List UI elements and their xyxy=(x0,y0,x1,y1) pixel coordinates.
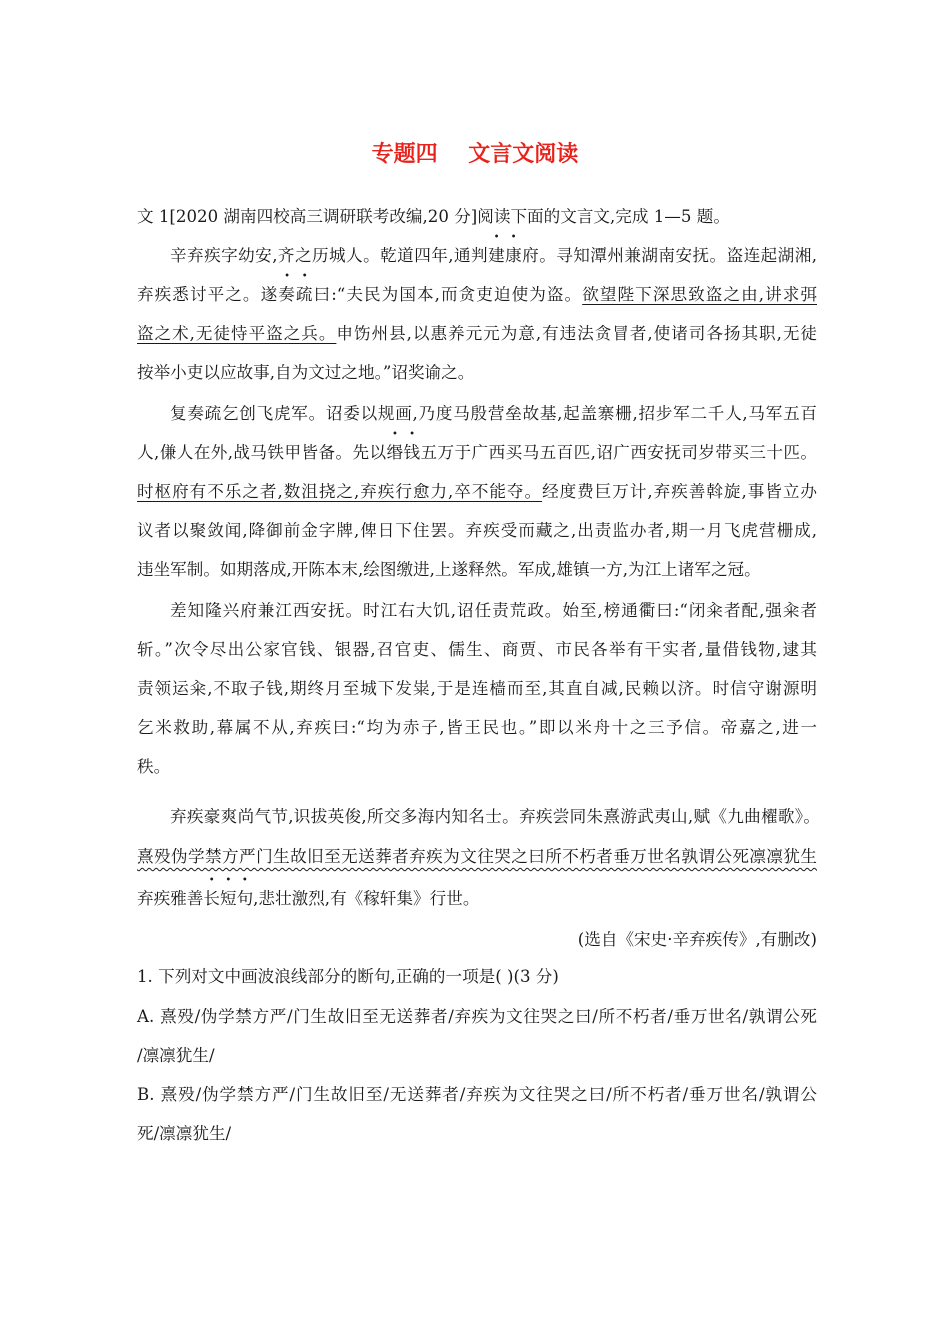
emphasis-dot-char: 康 xyxy=(505,246,523,265)
emphasis-dot-char: 短 xyxy=(219,889,237,908)
p4-line-1: 弃疾豪爽尚气节,识拔英俊,所交多海内知名士。弃疾尝同朱熹游武夷山,赋《九曲櫂歌》。 xyxy=(170,807,820,826)
p3-line-4: 乞米救助,幕属不从,弃疾曰:“均为赤子,皆王民也。”即以米舟十之三予信。帝嘉之,进一 xyxy=(137,718,817,737)
option-b-line-2: 死/凛凛犹生/ xyxy=(137,1124,232,1143)
underlined-sentence: 时枢府有不乐之者,数沮挠之,弃疾行愈力,卒不能夺。 xyxy=(137,482,543,501)
p1-line-4: 按举小吏以应故事,自为文过之地。”诏奖谕之。 xyxy=(137,363,475,382)
p1-line-3: 盗之术,无徒恃平盗之兵。申饬州县,以惠养元元为意,有违法贪冒者,使诸司各扬其职,无徒 xyxy=(137,324,817,343)
emphasis-dot-char: 长 xyxy=(203,889,220,908)
emphasis-dot-char: 缗 xyxy=(386,443,404,462)
option-a-line-1: A. 熹殁/伪学禁方严/门生故旧至无送葬者/弃疾为文往哭之曰/所不朽者/垂万世名/孰谓公死 xyxy=(137,1007,817,1026)
p2-line-2: 人,傔人在外,战马铁甲皆备。先以缗钱五万于广西买马五百匹,诏广西安抚司岁带买三十匹。 xyxy=(137,443,817,462)
wavy-underlined-passage: 熹殁伪学禁方严门生故旧至无送葬者弃疾为文往哭之曰所不朽者垂万世名孰谓公死凛凛犹生 xyxy=(137,847,817,866)
p1-line-1: 辛弃疾字幼安,齐之历城人。乾道四年,通判建康府。寻知潭州兼湖南安抚。盗连起湖湘, xyxy=(170,246,818,265)
emphasis-dot-char: 奏 xyxy=(278,285,296,304)
intro-line: 文 1[2020 湖南四校高三调研联考改编,20 分]阅读下面的文言文,完成 1—5 题。 xyxy=(137,207,730,226)
option-a-line-2: /凛凛犹生/ xyxy=(137,1046,215,1065)
p3-line-3: 责领运籴,不取子钱,期终月至城下发粜,于是连樯而至,其直自减,民赖以济。时信守谢源明 xyxy=(137,679,817,698)
p1-line-2: 弃疾悉讨平之。遂奏疏曰:“夫民为国本,而贪吏迫使为盗。欲望陛下深思致盗之由,讲求弭 xyxy=(137,285,818,304)
emphasis-dot-char: 建 xyxy=(488,246,506,265)
page-title: 专题四 文言文阅读 xyxy=(371,142,579,167)
p4-line-3: 弃疾雅善长短句,悲壮激烈,有《稼轩集》行世。 xyxy=(137,889,480,908)
p3-line-5: 秩。 xyxy=(137,757,171,776)
p2-line-3: 时枢府有不乐之者,数沮挠之,弃疾行愈力,卒不能夺。经度费巨万计,弃疾善斡旋,事皆立办 xyxy=(137,482,817,501)
underlined-sentence: 盗之术,无徒恃平盗之兵。 xyxy=(137,324,337,343)
p2-line-5: 违坐军制。如期落成,开陈本末,绘图缴进,上遂释然。军成,雄镇一方,为江上诸军之冠。 xyxy=(137,560,761,579)
emphasis-dot-char: 疏 xyxy=(295,285,314,304)
question-stem: 1. 下列对文中画波浪线部分的断句,正确的一项是( )(3 分) xyxy=(137,967,559,986)
option-b-line-1: B. 熹殁/伪学禁方严/门生故旧至/无送葬者/弃疾为文往哭之曰/所不朽者/垂万世名/孰谓公 xyxy=(137,1085,817,1104)
p2-line-4: 议者以聚敛闻,降御前金字牌,俾日下住罢。弃疾受而藏之,出责监办者,期一月飞虎营栅成, xyxy=(137,521,817,540)
p3-line-1: 差知隆兴府兼江西安抚。时江右大饥,诏任责荒政。始至,榜通衢曰:“闭籴者配,强籴者 xyxy=(170,601,817,620)
underlined-sentence: 欲望陛下深思致盗之由,讲求弭 xyxy=(582,285,818,304)
p2-line-1: 复奏疏乞创飞虎军。诏委以规画,乃度马殷营垒故基,起盖寨栅,招步军二千人,马军五百 xyxy=(170,404,817,423)
emphasis-dot-char: 句 xyxy=(236,889,254,908)
source-citation: (选自《宋史·辛弃疾传》,有删改) xyxy=(577,930,817,949)
p3-line-2: 斩。”次令尽出公家官钱、银器,召官吏、儒生、商贾、市民各举有干实者,量借钱物,逮其 xyxy=(137,640,817,659)
emphasis-dot-char: 钱 xyxy=(403,443,421,462)
